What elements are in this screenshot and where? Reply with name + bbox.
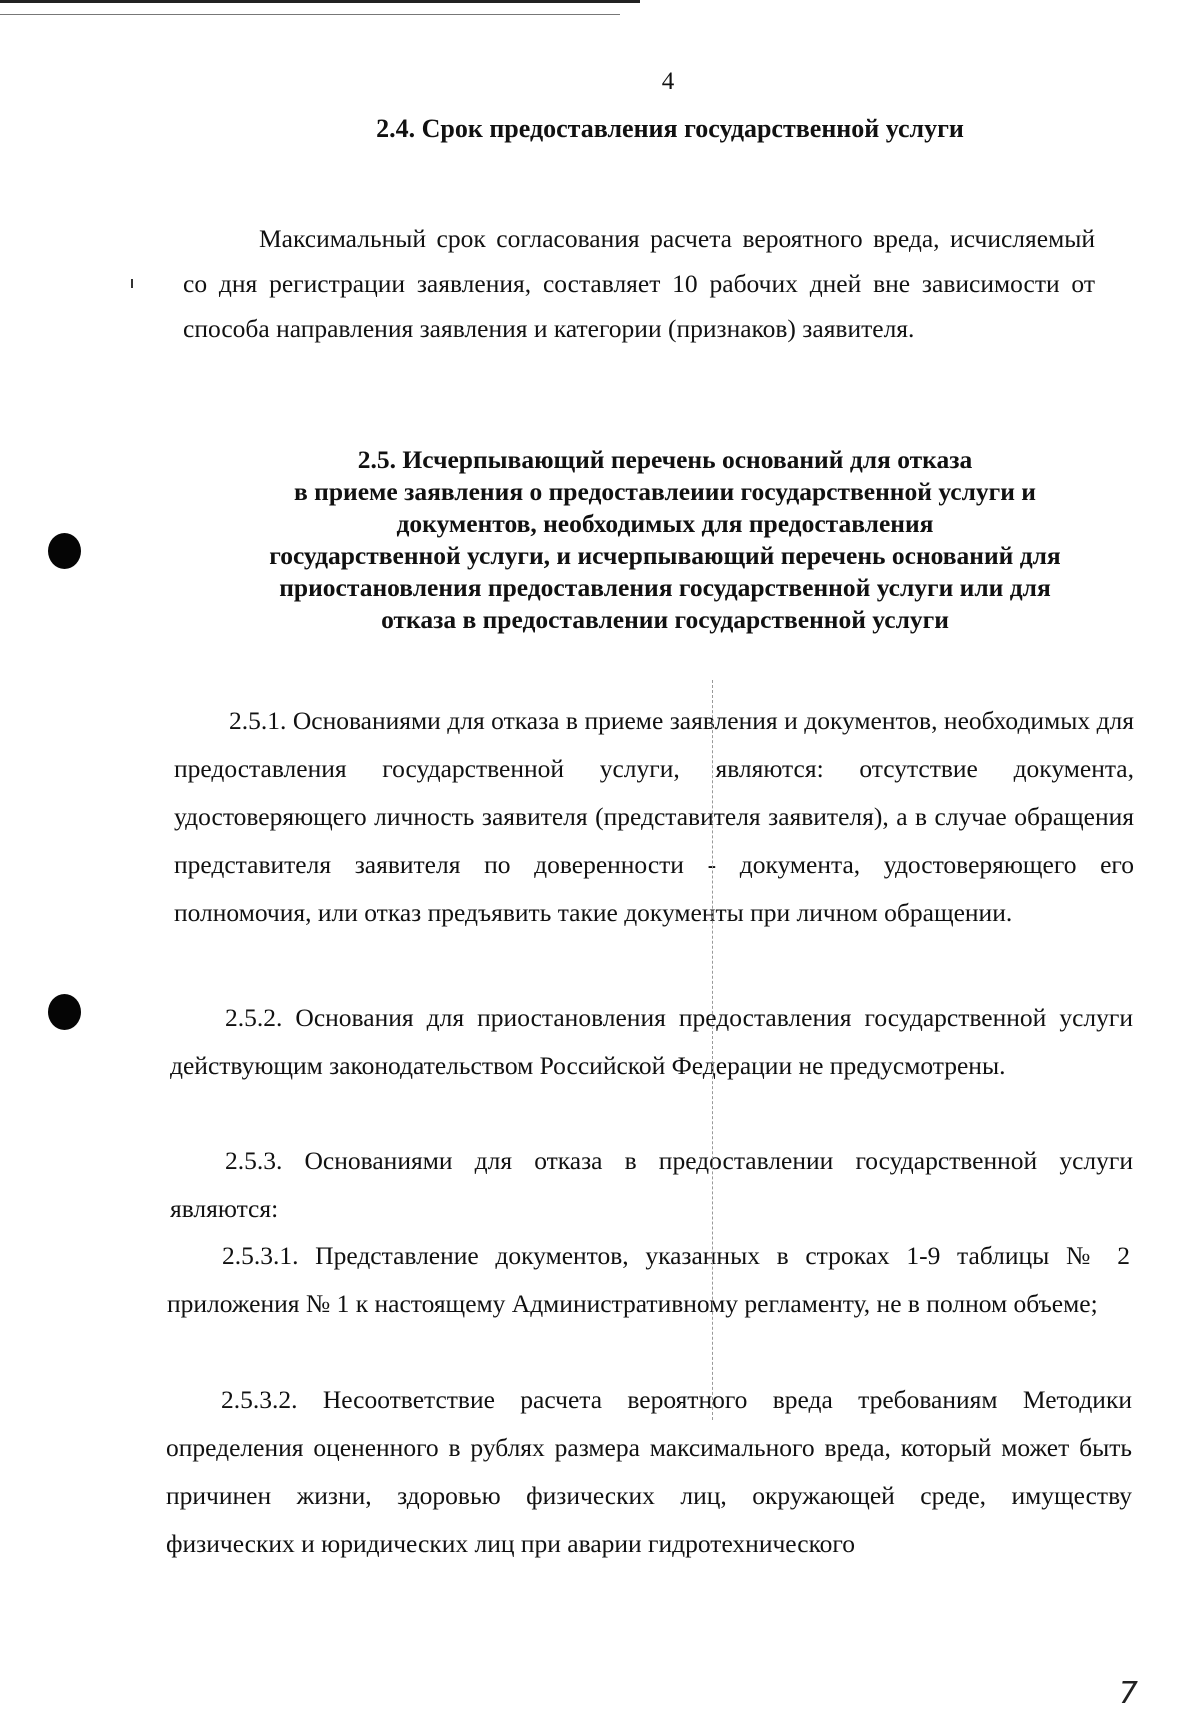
punch-hole-bottom [48, 994, 81, 1030]
scan-top-border-faint [0, 14, 620, 15]
section-2-5-heading [165, 444, 1165, 636]
paragraph-2-5-1: 2.5.1. Основаниями для отказа в приеме заявления и документов, необходимых для предоставления государственной услуги, являются: отсутствие документа, удостоверяющего личность заявителя (представителя заявителя), а в случае обращения представителя заявителя по доверенности - документа, удостоверяющего его полномочия, или отказ предъявить такие документы при личном обращении. [174, 706, 1134, 927]
section-2-5-heading-line: 2.5. Исчерпывающий перечень оснований для отказа [357, 445, 973, 474]
paragraph-2-5-3-1: 2.5.3.1. Представление документов, указанных в строках 1-9 таблицы № 2 приложения № 1 к настоящему Административному регламенту, не в полном объеме; [167, 1241, 1130, 1318]
margin-tick-mark [131, 279, 133, 288]
section-2-4-heading: 2.4. Срок предоставления государственной услуги [376, 114, 964, 143]
section-2-5-heading-line: приостановления предоставления государственной услуги или для [279, 573, 1051, 602]
paragraph-2-5-3-2: 2.5.3.2. Несоответствие расчета вероятного вреда требованиям Методики определения оцененного в рублях размера максимального вреда, который может быть причинен жизни, здоровью физических лиц, окружающей среде, имуществу физических и юридических лиц при аварии гидротехнического [166, 1385, 1132, 1558]
page-number: 4 [661, 68, 675, 95]
scan-fold-line [712, 680, 713, 1420]
section-2-5-heading-line: документов, необходимых для предоставления [396, 509, 934, 538]
punch-hole-top [48, 533, 81, 569]
section-2-5-heading-line: отказа в предоставлении государственной услуги [381, 605, 949, 634]
section-2-5-heading-line: государственной услуги, и исчерпывающий перечень оснований для [269, 541, 1061, 570]
section-2-5-heading-line: в приеме заявления о предоставлеиии государственной услуги и [293, 477, 1036, 506]
handwritten-page-mark: 7 [1118, 1676, 1138, 1711]
scan-top-border [0, 0, 640, 3]
paragraph-2-5-3: 2.5.3. Основаниями для отказа в предоставлении государственной услуги являются: [170, 1146, 1133, 1223]
section-2-4-paragraph: Максимальный срок согласования расчета вероятного вреда, исчисляемый со дня регистрации заявления, составляет 10 рабочих дней вне зависимости от способа направления заявления и категории (признаков) заявителя. [183, 224, 1095, 343]
paragraph-2-5-2: 2.5.2. Основания для приостановления предоставления государственной услуги действующим законодательством Российской Федерации не предусмотрены. [170, 1003, 1133, 1080]
